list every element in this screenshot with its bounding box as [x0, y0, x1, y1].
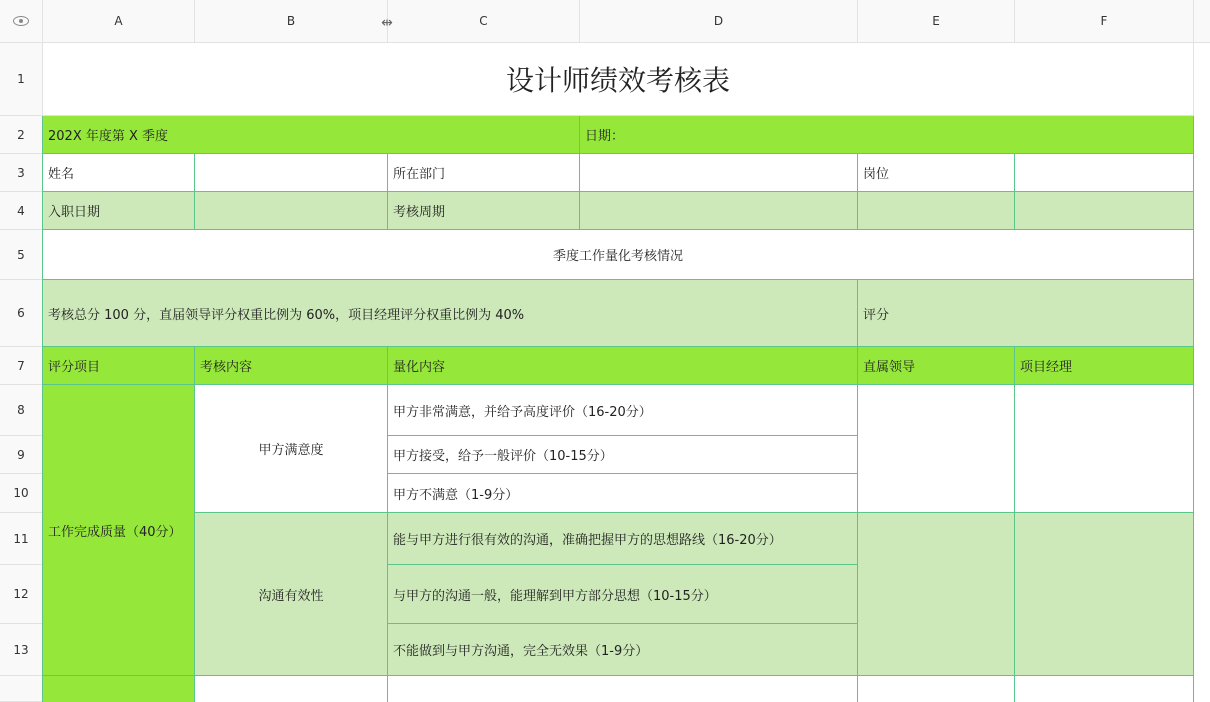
cell-e14[interactable] [858, 676, 1015, 702]
cell-e4[interactable] [858, 192, 1015, 230]
row-header-3[interactable]: 3 [0, 154, 43, 192]
header-scoring-item[interactable]: 评分项目 [43, 347, 195, 385]
cell-satisfaction-high[interactable]: 甲方非常满意，并给予高度评价（16-20分） [388, 385, 858, 436]
cell-position-label[interactable]: 岗位 [858, 154, 1015, 192]
cell-c14[interactable] [388, 676, 858, 702]
row-header-5[interactable]: 5 [0, 230, 43, 280]
row-header-7[interactable]: 7 [0, 347, 43, 385]
table-left-border [42, 116, 43, 702]
row-header-1[interactable]: 1 [0, 43, 43, 116]
column-header-extra [1194, 0, 1210, 43]
row-header-6[interactable]: 6 [0, 280, 43, 347]
row-header-12[interactable]: 12 [0, 565, 43, 624]
cell-communication-low[interactable]: 不能做到与甲方沟通，完全无效果（1-9分） [388, 624, 858, 676]
cell-work-quality[interactable]: 工作完成质量（40分） [43, 385, 195, 676]
cell-f14[interactable] [1015, 676, 1194, 702]
select-all-corner[interactable] [0, 0, 43, 43]
column-resize-icon[interactable]: ⇹ [381, 15, 393, 31]
cell-scoring-rule[interactable]: 考核总分 100 分，直届领导评分权重比例为 60%，项目经理评分权重比例为 40% [43, 280, 858, 347]
row-header-9[interactable]: 9 [0, 436, 43, 474]
eye-icon[interactable] [13, 16, 29, 26]
cell-client-satisfaction[interactable]: 甲方满意度 [195, 385, 388, 513]
row-header-2[interactable]: 2 [0, 116, 43, 154]
column-header-f[interactable]: F [1015, 0, 1194, 43]
header-quantified-content[interactable]: 量化内容 [388, 347, 858, 385]
cell-communication-medium[interactable]: 与甲方的沟通一般，能理解到甲方部分思想（10-15分） [388, 565, 858, 624]
cell-name-label[interactable]: 姓名 [43, 154, 195, 192]
cell-hire-date-label[interactable]: 入职日期 [43, 192, 195, 230]
column-header-c[interactable]: C [388, 0, 580, 43]
cell-section-title[interactable]: 季度工作量化考核情况 [43, 230, 1194, 280]
row-header-14[interactable] [0, 676, 43, 702]
column-header-e[interactable]: E [858, 0, 1015, 43]
row-header-11[interactable]: 11 [0, 513, 43, 565]
cell-name-value[interactable] [195, 154, 388, 192]
header-project-manager[interactable]: 项目经理 [1015, 347, 1194, 385]
cell-department-value[interactable] [580, 154, 858, 192]
header-assessment-content[interactable]: 考核内容 [195, 347, 388, 385]
cell-period[interactable]: 202X 年度第 X 季度 [43, 116, 580, 154]
cell-b14[interactable] [195, 676, 388, 702]
column-header-b[interactable]: B [195, 0, 388, 43]
cell-pm-score-satisfaction[interactable] [1015, 385, 1194, 513]
cell-pm-score-communication[interactable] [1015, 513, 1194, 676]
cell-a14[interactable] [43, 676, 195, 702]
cell-department-label[interactable]: 所在部门 [388, 154, 580, 192]
cell-leader-score-satisfaction[interactable] [858, 385, 1015, 513]
row-header-4[interactable]: 4 [0, 192, 43, 230]
cell-satisfaction-low[interactable]: 甲方不满意（1-9分） [388, 474, 858, 513]
cell-f4[interactable] [1015, 192, 1194, 230]
row-header-10[interactable]: 10 [0, 474, 43, 513]
column-header-d[interactable]: D [580, 0, 858, 43]
header-direct-leader[interactable]: 直属领导 [858, 347, 1015, 385]
cell-position-value[interactable] [1015, 154, 1194, 192]
column-header-a[interactable]: A [43, 0, 195, 43]
cell-hire-date-value[interactable] [195, 192, 388, 230]
cell-review-cycle-value[interactable] [580, 192, 858, 230]
cell-score-label[interactable]: 评分 [858, 280, 1194, 347]
cell-communication[interactable]: 沟通有效性 [195, 513, 388, 676]
cell-date[interactable]: 日期： [580, 116, 1194, 154]
cell-title[interactable]: 设计师绩效考核表 [43, 43, 1194, 116]
cell-communication-high[interactable]: 能与甲方进行很有效的沟通，准确把握甲方的思想路线（16-20分） [388, 513, 858, 565]
cell-leader-score-communication[interactable] [858, 513, 1015, 676]
cell-satisfaction-medium[interactable]: 甲方接受，给予一般评价（10-15分） [388, 436, 858, 474]
row-header-13[interactable]: 13 [0, 624, 43, 676]
row-header-8[interactable]: 8 [0, 385, 43, 436]
cell-review-cycle-label[interactable]: 考核周期 [388, 192, 580, 230]
